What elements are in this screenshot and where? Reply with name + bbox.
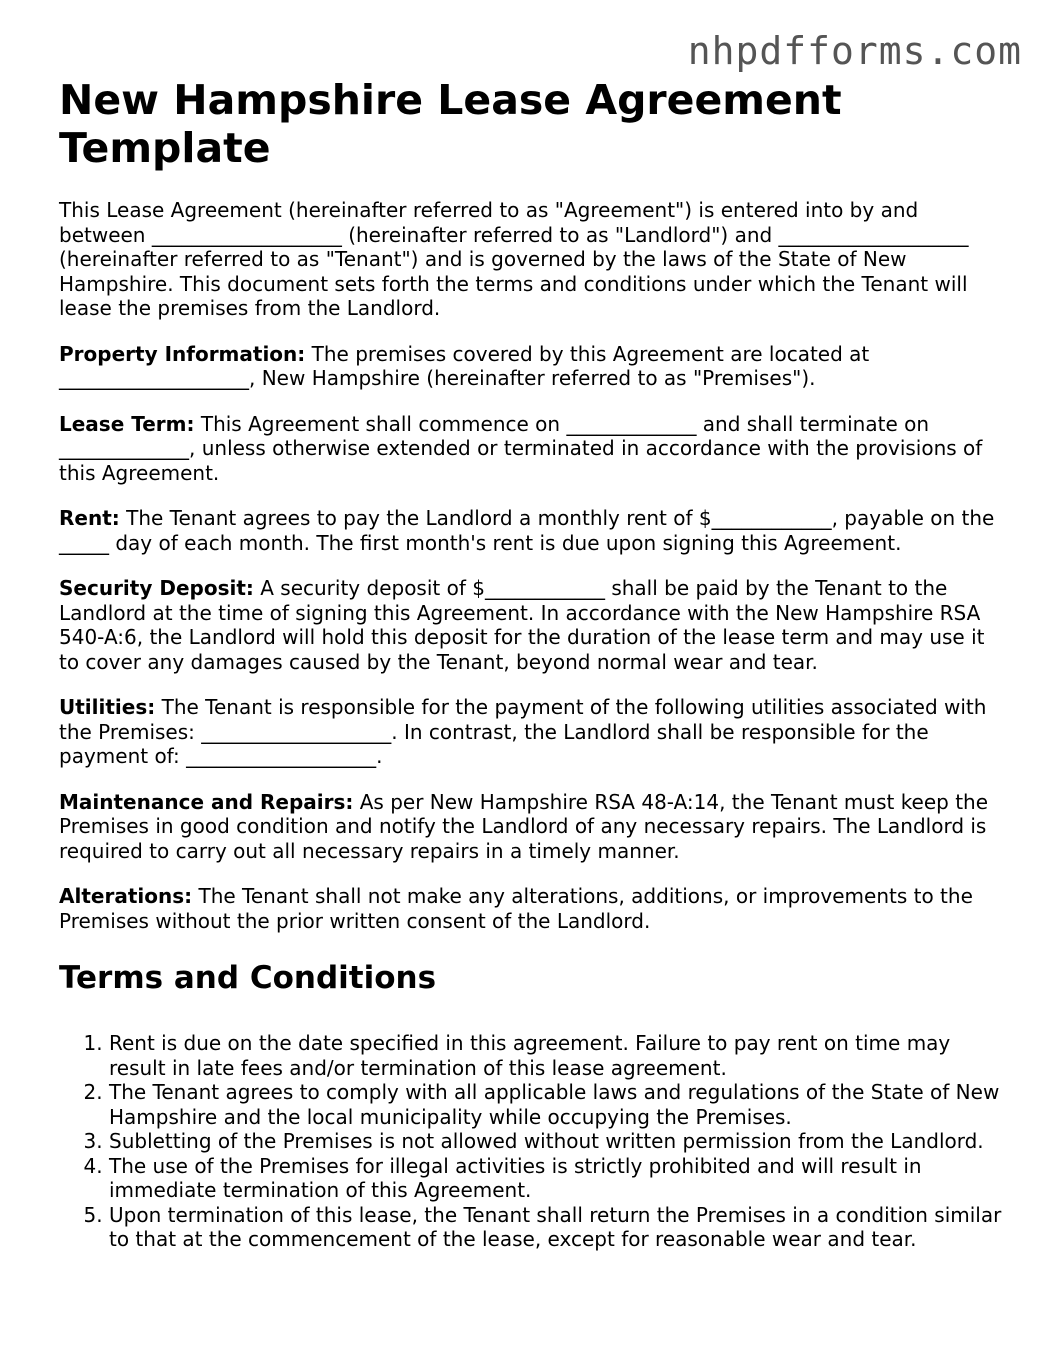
list-item: 1. Rent is due on the date specified in this agreement. Failure to pay rent on time may result in late fees and/or termination of this lease agreement.	[109, 1031, 1009, 1080]
section-alterations	[59, 884, 1009, 933]
list-item: 5. Upon termination of this lease, the Tenant shall return the Premises in a condition similar to that at the commencement of the lease, except for reasonable wear and tear.	[109, 1203, 1009, 1252]
section-lease-term	[59, 412, 1009, 486]
list-item: 3. Subletting of the Premises is not allowed without written permission from the Landlord.	[109, 1129, 1009, 1154]
section-text: As per New Hampshire RSA 48-A:14, the Tenant must keep the Premises in good condition and notify the Landlord of any necessary repairs. The Landlord is required to carry out all necessary repairs in a timely manner.	[59, 789, 989, 863]
section-maintenance-and-repairs	[59, 790, 1009, 864]
section-heading: Maintenance and Repairs:	[59, 789, 354, 814]
list-item: 4. The use of the Premises for illegal activities is strictly prohibited and will result in immediate termination of this Agreement.	[109, 1154, 1009, 1203]
terms-heading: Terms and Conditions	[59, 960, 437, 996]
section-text: This Agreement shall commence on _____________ and shall terminate on _____________, unless otherwise extended or terminated in accordance with the provisions of this Agreement.	[59, 411, 983, 485]
document-body	[59, 76, 1009, 1252]
section-property-information	[59, 342, 1009, 391]
section-heading: Rent:	[59, 506, 120, 530]
section-text: The premises covered by this Agreement are located at ___________________, New Hampshire (hereinafter referred to as "Premises").	[59, 341, 870, 390]
section-utilities	[59, 695, 1009, 769]
section-heading: Lease Term:	[59, 411, 195, 436]
section-heading: Security Deposit:	[59, 576, 254, 600]
intro-paragraph: This Lease Agreement (hereinafter referred to as "Agreement") is entered into by and between ___________________ (hereinafter referred to as "Landlord") and ___________________ (hereinafter referred to as "Tenant") and is governed by the laws of the State of New Hampshire. This document sets forth the terms and conditions under which the Tenant will lease the premises from the Landlord.	[59, 198, 969, 320]
terms-list	[59, 1031, 1009, 1252]
page-title: New Hampshire Lease Agreement Template	[59, 76, 842, 172]
section-security-deposit	[59, 576, 1009, 674]
section-heading: Utilities:	[59, 695, 156, 719]
section-heading: Property Information:	[59, 341, 306, 366]
section-heading: Alterations:	[59, 884, 193, 908]
section-text: A security deposit of $____________ shall be paid by the Tenant to the Landlord at the time of signing this Agreement. In accordance with the New Hampshire RSA 540-A:6, the Landlord will hold this deposit for the duration of the lease term and may use it to cover any damages caused by the Tenant, beyond normal wear and tear.	[59, 576, 985, 674]
section-text: The Tenant is responsible for the payment of the following utilities associated with the Premises: ___________________. In contrast, the Landlord shall be responsible for the payment of: ___________________.	[59, 695, 987, 768]
section-text: The Tenant agrees to pay the Landlord a monthly rent of $____________, payable on the _____ day of each month. The first month's rent is due upon signing this Agreement.	[59, 506, 995, 555]
section-text: The Tenant shall not make any alterations, additions, or improvements to the Premises without the prior written consent of the Landlord.	[59, 884, 973, 933]
list-item: 2. The Tenant agrees to comply with all applicable laws and regulations of the State of New Hampshire and the local municipality while occupying the Premises.	[109, 1080, 1009, 1129]
site-watermark: nhpdfforms.com	[687, 29, 1022, 73]
section-rent	[59, 506, 1009, 555]
